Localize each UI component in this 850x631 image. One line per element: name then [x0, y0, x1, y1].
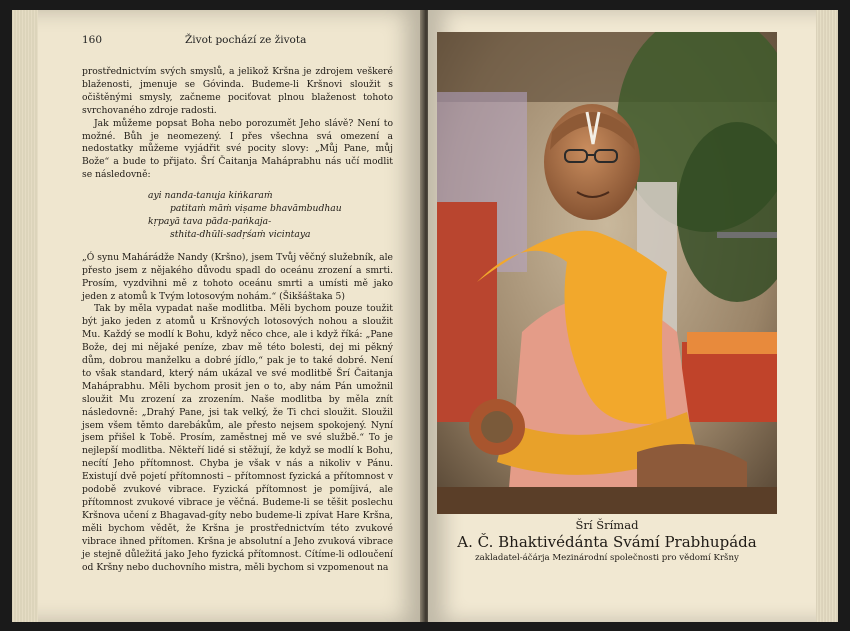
caption-line: Šrí Šrímad: [575, 518, 639, 532]
portrait-illustration: [437, 32, 777, 514]
paragraph: Tak by měla vypadat naše modlitba. Měli bychom pouze toužit být jako jeden z atomů u Kršnových lotosových nohou a sloužit Mu. Každý se modlí k Bohu, když něco chce, ale i když říká: „Pane Bože, dej mi nějaké peníze, zbav mě této bolesti, dej mi pěkný dům, dobrou manželku a dobré jídlo,“ pak je to také dobré. Není to však standard, který nám ukázal ve své modlitbě Šrí Čaitanja Maháprabhu. Měli bychom prosit jen o to, aby nám Pán umožnil sloužit Mu zrození za zrozením. Naše modlitba by měla znít následovně: „Drahý Pane, jsi tak velký, že Ti chci sloužit. Sloužil jsem všem těmto darebákům, ale přesto nejsem spokojený. Nyní jsem přišel k Tobě. Prosím, zaměstnej mě ve své službě.“ To je nejlepší modlitba. Někteří lidé si stěžují, že když se modlí k Bohu, necítí Jeho přítomnost. Chyba je však v nás a nikoliv v Pánu. Existují dvě pojetí přítomnosti – přítomnost fyzická a přítomnost v podobě zvukové vibrace. Fyzická přítomnost je pomíjivá, ale přítomnost zvukové vibrace je věčná. Budeme-li se těšit poslechu Kršnova učení z Bhagavad-gíty nebo budeme-li zpívat Hare Kršna, měli bychom vědět, že Kršna je prostřednictvím této zvukové vibrace ihned přítomen. Kršna je absolutní a Jeho zvuková vibrace je stejně důležitá jako Jeho fyzická přítomnost. Cítíme-li odloučení od Kršny nebo duchovního mistra, měli bychom si vzpomenout na: [82, 303, 393, 573]
verse-line: ayi nanda-tanuja kiṅkaraṁ: [148, 190, 273, 202]
running-title: Život pochází ze života: [185, 34, 307, 46]
caption-name: A. Č. Bhaktivédánta Svámí Prabhupáda: [457, 533, 757, 551]
verse-line: kṛpayā tava pāda-paṅkaja-: [148, 215, 272, 227]
verse-line: patitaṁ māṁ viṣame bhavāmbudhau: [170, 203, 342, 215]
verse-line: sthita-dhūli-sadṛśaṁ vicintaya: [170, 228, 311, 240]
paragraph: „Ó synu Mahárádže Nandy (Kršno), jsem Tvůj věčný služebník, ale přesto jsem z nějakého důvodu spadl do oceánu zrození a smrti. Prosím, vyzdvihni mě z tohoto oceánu smrti a umísti mě jako jeden z atomů k Tvým lotosovým nohám.“ (Šikšáštaka 5): [82, 251, 393, 302]
page-header: [82, 34, 392, 50]
portrait-photo: [437, 32, 777, 514]
caption-subtitle: zakladatel-áčárja Mezinárodní společnosti pro vědomí Kršny: [475, 553, 739, 563]
body-text: [82, 66, 393, 574]
paragraph: prostřednictvím svých smyslů, a jelikož Kršna je zdrojem veškeré blaženosti, jmenuje se Góvinda. Budeme-li Kršnovi sloužit s očištěnými smysly, začneme pociťovat plnou blaženost tohoto svrchovaného zdroje radosti.: [82, 66, 393, 116]
photo-caption: [437, 518, 777, 564]
page-edge-left: [12, 10, 38, 622]
paragraph: Jak můžeme popsat Boha nebo porozumět Jeho slávě? Není to možné. Bůh je neomezený. I přes všechna svá omezení a nedostatky můžeme vyjádřit své pocity slovy: „Můj Pane, můj Bože“ a bude to přijato. Šrí Čaitanja Maháprabhu nás učí modlit se následovně:: [82, 117, 393, 181]
page-edge-right: [816, 10, 838, 622]
page-number: 160: [82, 34, 103, 46]
sanskrit-verse: [148, 190, 393, 242]
